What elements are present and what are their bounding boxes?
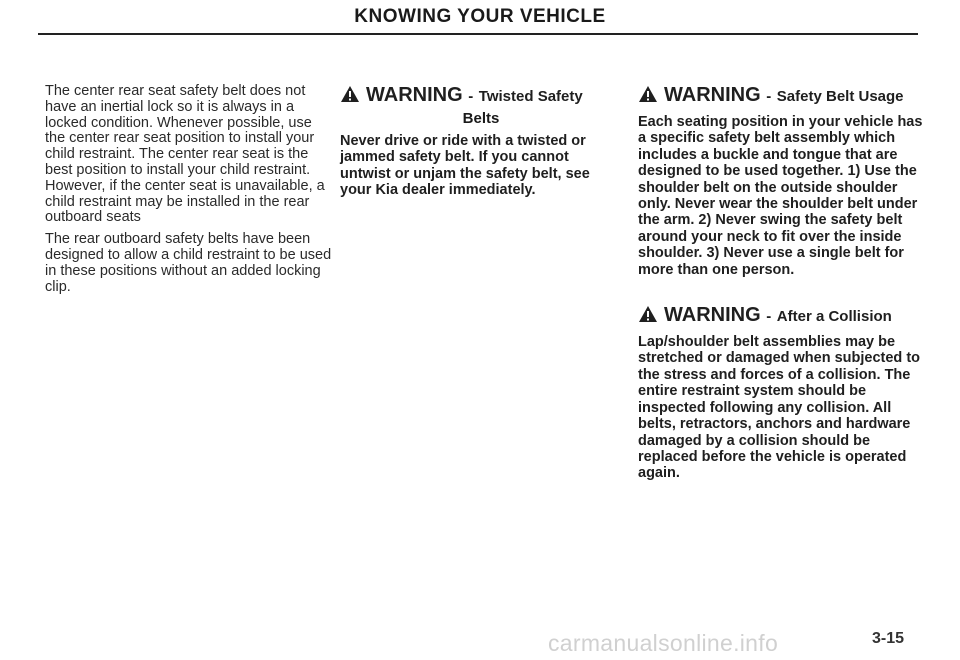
warning-collision-body: Lap/shoulder belt assemblies may be stretched or damaged when subjected to the stress and forces of a collision. The entire restraint system should be inspected following any collision. All belts, retractors, anchors and hardware damaged by a collision should be replaced before the vehicle is operated again. — [638, 334, 920, 482]
warning-separator: - — [468, 88, 474, 105]
warning-label: WARNING — [366, 84, 463, 106]
watermark: carmanualsonline.info — [548, 630, 779, 656]
warning-separator: - — [766, 88, 772, 105]
page-header: KNOWING YOUR VEHICLE — [354, 6, 606, 27]
warning-separator: - — [766, 308, 772, 326]
warning-twisted-body: Never drive or ride with a twisted or jammed safety belt. If you cannot untwist or unjam the safety belt, see your Kia dealer immediately. — [340, 133, 590, 199]
warning-label: WARNING — [664, 304, 761, 327]
warning-triangle-icon — [638, 85, 658, 108]
left-column — [45, 84, 335, 301]
warning-twisted-subtitle-2: Belts — [462, 110, 500, 127]
page-number: 3-15 — [872, 630, 905, 647]
warning-twisted-subtitle: Twisted Safety — [478, 88, 583, 105]
warning-usage-subtitle: Safety Belt Usage — [776, 88, 904, 105]
left-paragraph-1: The center rear seat safety belt does not have an inertial lock so it is always in a locked condition. Whenever possible, use the center rear seat position to install your child restraint. The center rear seat is the best position to install your child restraint. However, if the center seat is unavailable, a child restraint may be installed in the rear outboard seats — [45, 83, 325, 226]
warning-usage-title — [638, 84, 923, 108]
warning-usage-body: Each seating position in your vehicle has a specific safety belt assembly which includes a buckle and tongue that are designed to be used together. 1) Use the shoulder belt on the outside shoulder only. Never wear the shoulder belt under the arm. 2) Never swing the safety belt around your neck to fit over the inside shoulder. 3) Never use a single belt for more than one person. — [638, 114, 923, 278]
header-rule — [38, 33, 918, 35]
warning-label: WARNING — [664, 84, 761, 106]
warning-collision-title — [638, 304, 923, 328]
warning-twisted-title — [340, 84, 622, 108]
warning-triangle-icon — [340, 85, 360, 108]
left-paragraph-2: The rear outboard safety belts have been designed to allow a child restraint to be used in these positions without an added locking clip. — [45, 231, 332, 295]
middle-column — [340, 84, 622, 199]
right-column — [638, 84, 923, 482]
warning-triangle-icon — [638, 305, 658, 328]
warning-collision-block — [638, 304, 923, 482]
warning-collision-subtitle: After a Collision — [776, 308, 892, 326]
